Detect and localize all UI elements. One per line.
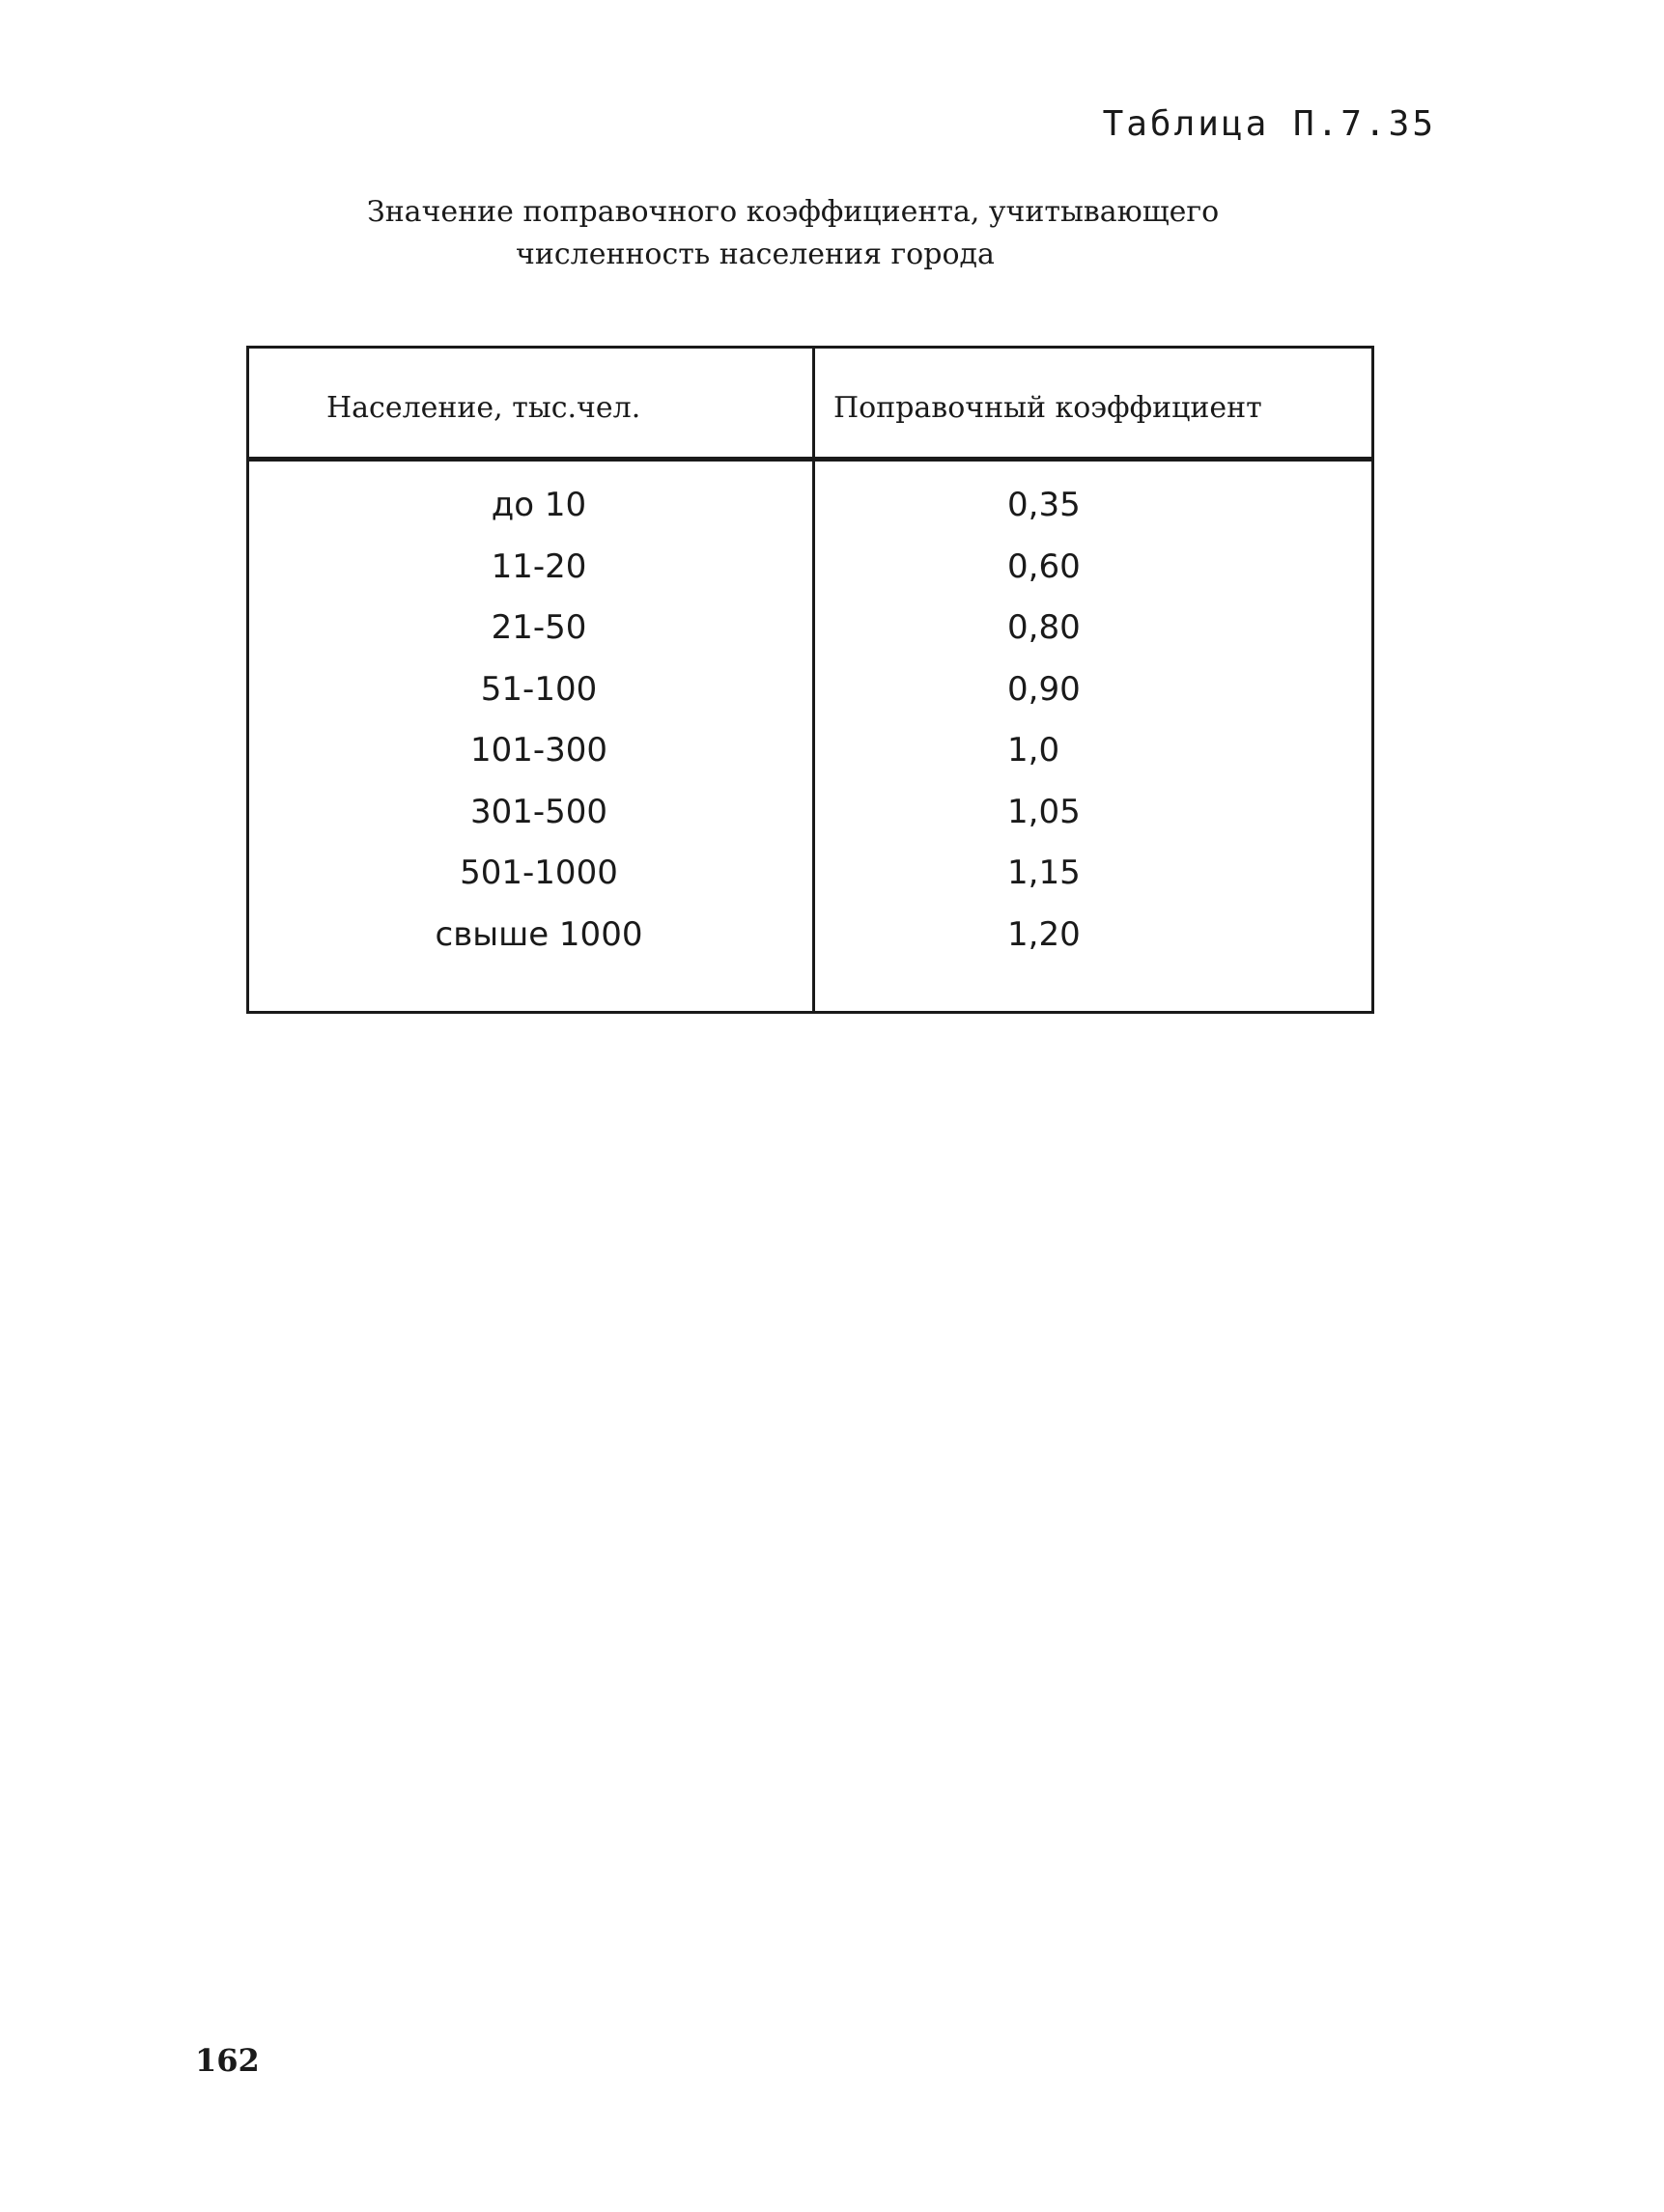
table-header-row bbox=[249, 349, 1371, 462]
table-row bbox=[249, 486, 1371, 547]
table-label: Таблица П.7.35 bbox=[1102, 104, 1436, 144]
coefficient-cell: 1,05 bbox=[1007, 792, 1081, 831]
population-cell: 501-1000 bbox=[460, 854, 618, 892]
coefficient-table bbox=[246, 346, 1374, 1014]
population-cell: 21-50 bbox=[491, 608, 587, 647]
table-row bbox=[249, 670, 1371, 732]
header-coefficient: Поправочный коэффициент bbox=[833, 391, 1262, 425]
population-cell: до 10 bbox=[491, 486, 587, 524]
page-number: 162 bbox=[195, 2042, 260, 2079]
coefficient-cell: 0,80 bbox=[1007, 608, 1081, 647]
caption-line-1: Значение поправочного коэффициента, учитывающего bbox=[367, 195, 1220, 229]
table-row bbox=[249, 547, 1371, 609]
population-cell: 301-500 bbox=[469, 792, 608, 831]
table-row bbox=[249, 731, 1371, 793]
population-cell: свыше 1000 bbox=[435, 914, 643, 954]
coefficient-cell: 0,90 bbox=[1007, 669, 1081, 709]
table-row bbox=[249, 793, 1371, 854]
table-row bbox=[249, 608, 1371, 670]
coefficient-cell: 0,60 bbox=[1007, 546, 1081, 586]
coefficient-cell: 1,0 bbox=[1007, 731, 1060, 770]
header-population: Население, тыс.чел. bbox=[326, 391, 641, 425]
table-caption bbox=[367, 191, 1294, 276]
caption-line-2: численность населения города bbox=[516, 238, 995, 271]
population-cell: 101-300 bbox=[469, 731, 608, 770]
coefficient-cell: 1,20 bbox=[1007, 914, 1081, 954]
table-row bbox=[249, 915, 1371, 977]
table-row bbox=[249, 854, 1371, 915]
coefficient-cell: 0,35 bbox=[1007, 486, 1081, 524]
table-body bbox=[249, 486, 1371, 976]
population-cell: 51-100 bbox=[480, 669, 598, 709]
coefficient-cell: 1,15 bbox=[1007, 854, 1081, 892]
population-cell: 11-20 bbox=[491, 546, 587, 586]
